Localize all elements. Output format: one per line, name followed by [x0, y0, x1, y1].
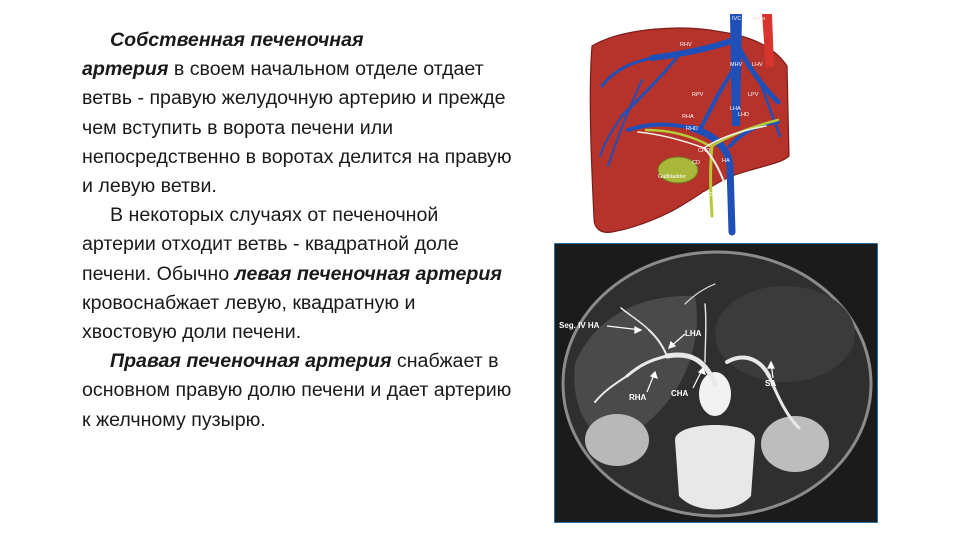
paragraph-3-text: снабжает в основном правую долю печени и дает артерию к желчному пузырю.	[82, 350, 512, 431]
text-block	[82, 26, 512, 435]
label-lhd: LHD	[738, 112, 750, 118]
label-mhv: MHV	[730, 62, 743, 68]
paragraph-1-text: в своем начальном отделе отдает ветвь - правую желудочную артерию и прежде чем вступить в ворота печени или непосредственно в воротах делится на правую и левую ветви.	[82, 58, 512, 198]
ct-label-seg4: Seg. IV HA	[559, 321, 600, 330]
ct-spine	[675, 425, 755, 510]
paragraph-1	[82, 26, 512, 201]
label-lha: LHA	[730, 106, 741, 112]
label-aorta: Aorta	[752, 16, 766, 22]
label-pv: PV	[734, 178, 742, 184]
label-cbd: CBD	[702, 192, 714, 198]
emph-artery: артерия	[82, 58, 169, 81]
paragraph-2	[82, 201, 512, 347]
label-rha: RHA	[682, 114, 694, 120]
ct-label-cha: CHA	[671, 389, 689, 398]
ct-scan-image	[555, 244, 877, 522]
label-ivc: IVC	[732, 16, 742, 22]
label-cd: CD	[692, 160, 700, 166]
ct-label-sa: SA	[765, 379, 777, 388]
liver-anatomy-figure	[582, 6, 790, 238]
label-rhd: RHD	[686, 126, 698, 132]
paragraph-3	[82, 347, 512, 435]
label-cho: CHO	[698, 148, 711, 154]
label-lhv: LHV	[752, 62, 763, 68]
emph-proper-hepatic-artery: Собственная печеночная	[110, 29, 364, 51]
ct-label-lha: LHA	[685, 329, 702, 338]
ct-label-rha: RHA	[629, 393, 647, 402]
ct-kidney-right	[585, 414, 649, 466]
label-rpv: RPV	[692, 92, 704, 98]
ct-stomach	[715, 286, 855, 382]
ct-scan-figure	[554, 243, 878, 523]
paragraph-2-text: В некоторых случаях от печеночной артерии отходит ветвь - квадратной доле печени. Обычно	[82, 204, 459, 285]
paragraph-2-rest: кровоснабжает левую, квадратную и хвостовую доли печени.	[82, 291, 416, 344]
emph-left-hepatic-artery: левая печеночная артерия	[234, 262, 502, 285]
label-lpv: LPV	[748, 92, 759, 98]
label-gallbladder: Gallbladder	[658, 174, 687, 180]
label-rhv: RHV	[680, 42, 692, 48]
emph-right-hepatic-artery: Правая печеночная артерия	[110, 350, 392, 373]
label-ha: HA	[722, 158, 730, 164]
